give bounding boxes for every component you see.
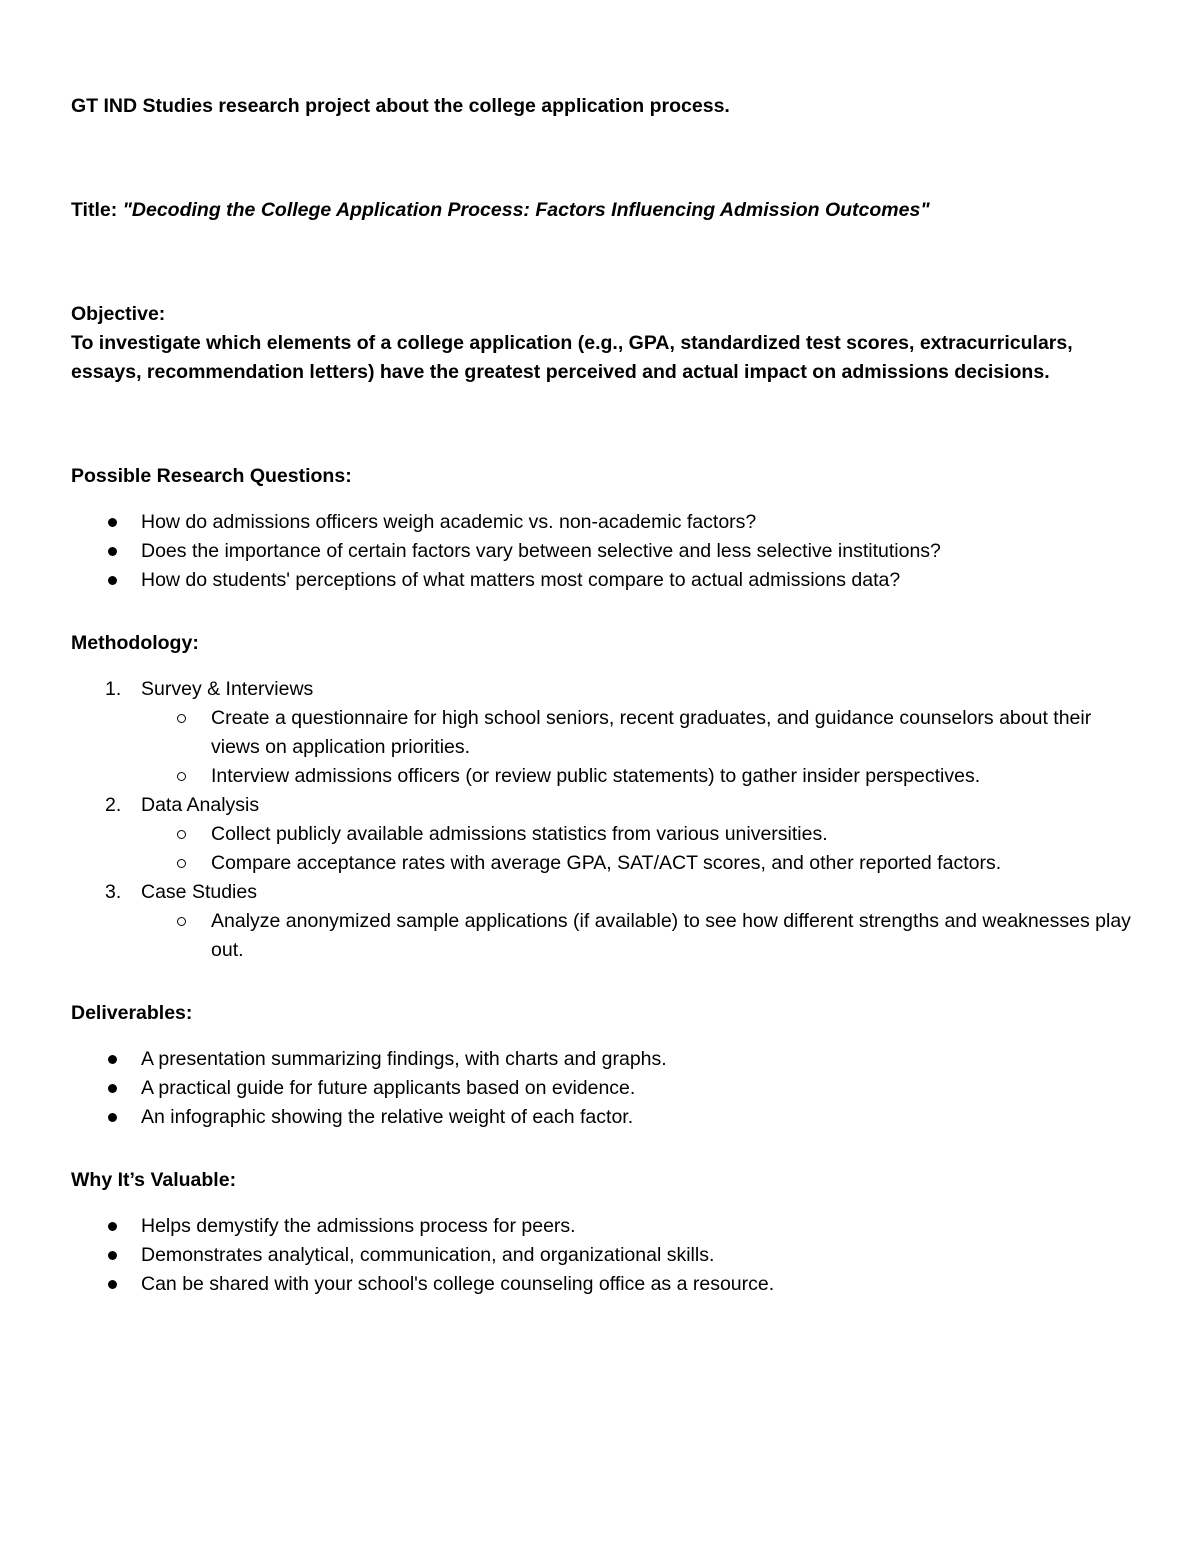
objective-text: To investigate which elements of a college application (e.g., GPA, standardized test scores, extracurriculars, essays, recommendation letters) have the greatest perceived and actual impact on admissions decisions. [71, 332, 1073, 383]
sub-list-item: Create a questionnaire for high school seniors, recent graduates, and guidance counselors about their views on application priorities. [141, 704, 1131, 762]
bullet-icon [108, 1084, 117, 1093]
step-number: 1. [105, 678, 122, 700]
methodology-step [71, 791, 1131, 878]
methodology-list [71, 675, 1131, 965]
list-item: A practical guide for future applicants based on evidence. [71, 1074, 1131, 1103]
methodology-section [71, 629, 1131, 965]
bullet-icon [108, 1055, 117, 1064]
research-questions-list [71, 508, 1131, 595]
methodology-step [71, 675, 1131, 791]
document-page [71, 92, 1131, 1333]
step-number: 3. [105, 881, 122, 903]
list-item: An infographic showing the relative weight of each factor. [71, 1103, 1131, 1132]
value-list [71, 1212, 1131, 1299]
step-sublist [141, 820, 1131, 878]
research-questions-section [71, 462, 1131, 595]
step-number: 2. [105, 794, 122, 816]
bullet-icon [108, 1113, 117, 1122]
list-item: How do admissions officers weigh academic vs. non-academic factors? [71, 508, 1131, 537]
objective-label: Objective: [71, 303, 166, 325]
list-item: Does the importance of certain factors vary between selective and less selective institutions? [71, 537, 1131, 566]
list-item: How do students' perceptions of what matters most compare to actual admissions data? [71, 566, 1131, 595]
bullet-icon [108, 576, 117, 585]
circle-bullet-icon [177, 859, 186, 868]
methodology-label: Methodology: [71, 632, 199, 654]
step-title: Data Analysis [141, 794, 260, 816]
sub-list-item: Interview admissions officers (or review public statements) to gather insider perspectives. [141, 762, 1131, 791]
bullet-icon [108, 1251, 117, 1260]
methodology-step [71, 878, 1131, 965]
title-label: Title: [71, 199, 123, 221]
sub-list-item: Analyze anonymized sample applications (if available) to see how different strengths and weaknesses play out. [141, 907, 1131, 965]
circle-bullet-icon [177, 830, 186, 839]
list-item: Helps demystify the admissions process for peers. [71, 1212, 1131, 1241]
deliverables-list [71, 1045, 1131, 1132]
document-heading: GT IND Studies research project about the college application process. [71, 95, 730, 117]
bullet-icon [108, 1222, 117, 1231]
bullet-icon [108, 547, 117, 556]
sub-list-item: Collect publicly available admissions statistics from various universities. [141, 820, 1131, 849]
deliverables-label: Deliverables: [71, 1002, 193, 1024]
bullet-icon [108, 518, 117, 527]
list-item: A presentation summarizing findings, with charts and graphs. [71, 1045, 1131, 1074]
deliverables-section [71, 999, 1131, 1132]
list-item: Can be shared with your school's college counseling office as a resource. [71, 1270, 1131, 1299]
title-text: "Decoding the College Application Process: Factors Influencing Admission Outcomes" [122, 199, 930, 221]
step-sublist [141, 704, 1131, 791]
step-sublist [141, 907, 1131, 965]
title-line [71, 196, 1131, 225]
list-item: Demonstrates analytical, communication, and organizational skills. [71, 1241, 1131, 1270]
step-title: Survey & Interviews [141, 678, 314, 700]
circle-bullet-icon [177, 917, 186, 926]
value-label: Why It’s Valuable: [71, 1169, 237, 1191]
research-questions-label: Possible Research Questions: [71, 465, 352, 487]
step-title: Case Studies [141, 881, 257, 903]
bullet-icon [108, 1280, 117, 1289]
circle-bullet-icon [177, 714, 186, 723]
circle-bullet-icon [177, 772, 186, 781]
sub-list-item: Compare acceptance rates with average GPA, SAT/ACT scores, and other reported factors. [141, 849, 1131, 878]
value-section [71, 1166, 1131, 1299]
